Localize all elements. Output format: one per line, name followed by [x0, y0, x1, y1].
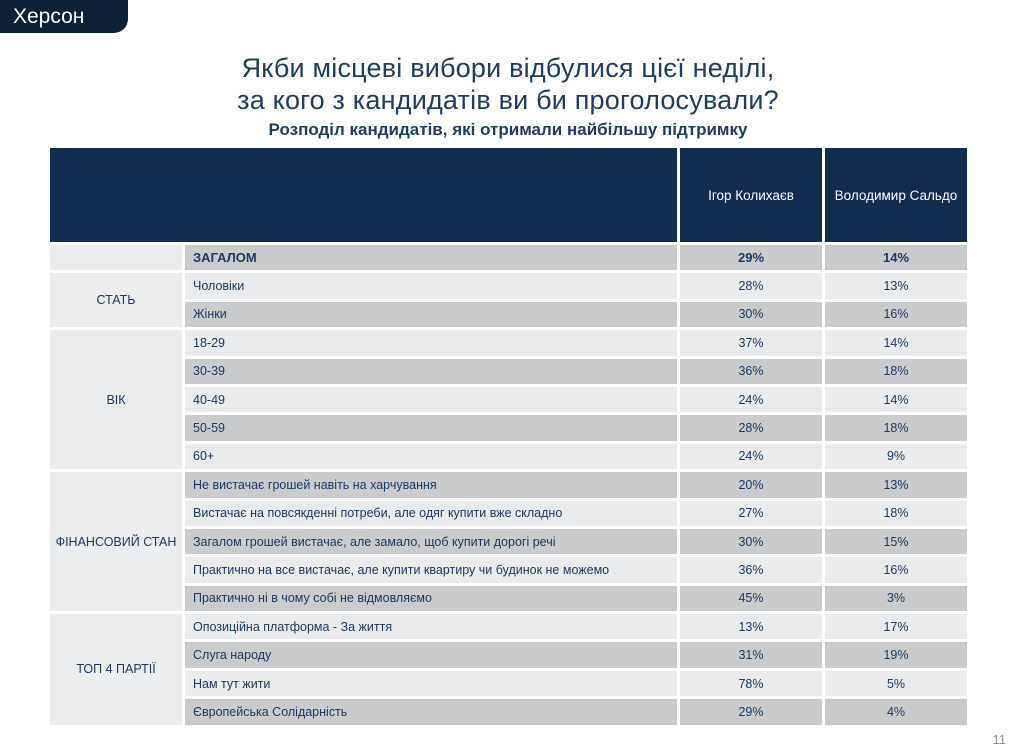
value-cell: 24% [680, 444, 822, 469]
row-label: 18-29 [185, 330, 677, 355]
slide-title-line1: Якби місцеві вибори відбулися цієї неділі, [241, 53, 775, 83]
value-cell: 14% [825, 245, 967, 270]
region-badge [0, 0, 128, 33]
slide-title [0, 52, 1016, 116]
table-row [50, 501, 967, 526]
table-row [50, 245, 967, 270]
row-label: Не вистачає грошей навіть на харчування [185, 472, 677, 497]
value-cell: 13% [825, 472, 967, 497]
value-cell: 19% [825, 642, 967, 667]
value-cell: 37% [680, 330, 822, 355]
row-label: Практично на все вистачає, але купити квартиру чи будинок не можемо [185, 557, 677, 582]
row-label: Загалом грошей вистачає, але замало, щоб купити дорогі речі [185, 529, 677, 554]
value-cell: 36% [680, 557, 822, 582]
value-cell: 16% [825, 302, 967, 327]
value-cell: 18% [825, 415, 967, 440]
table-row [50, 472, 967, 497]
value-cell: 36% [680, 359, 822, 384]
row-label: ЗАГАЛОМ [185, 245, 677, 270]
category-cell [50, 245, 182, 270]
value-cell: 29% [680, 699, 822, 724]
value-cell: 31% [680, 642, 822, 667]
table-row [50, 586, 967, 611]
header-empty-cell [50, 148, 677, 242]
value-cell: 18% [825, 501, 967, 526]
row-label: Вистачає на повсякденні потреби, але одяг купити вже складно [185, 501, 677, 526]
row-label: 50-59 [185, 415, 677, 440]
value-cell: 30% [680, 302, 822, 327]
table-row [50, 415, 967, 440]
row-label: Європейська Солідарність [185, 699, 677, 724]
row-label: Практично ні в чому собі не відмовляємо [185, 586, 677, 611]
value-cell: 17% [825, 614, 967, 639]
value-cell: 28% [680, 273, 822, 298]
value-cell: 27% [680, 501, 822, 526]
value-cell: 16% [825, 557, 967, 582]
value-cell: 15% [825, 529, 967, 554]
value-cell: 14% [825, 387, 967, 412]
value-cell: 13% [825, 273, 967, 298]
value-cell: 45% [680, 586, 822, 611]
value-cell: 29% [680, 245, 822, 270]
table-row [50, 302, 967, 327]
category-cell: ТОП 4 ПАРТІЇ [50, 614, 182, 725]
table-row [50, 529, 967, 554]
region-badge-label: Херсон [13, 4, 85, 28]
value-cell: 5% [825, 671, 967, 696]
category-cell: СТАТЬ [50, 273, 182, 327]
table-row [50, 557, 967, 582]
table-row [50, 330, 967, 355]
value-cell: 4% [825, 699, 967, 724]
table-row [50, 273, 967, 298]
category-cell: ФІНАНСОВИЙ СТАН [50, 472, 182, 611]
value-cell: 3% [825, 586, 967, 611]
value-cell: 9% [825, 444, 967, 469]
table-header-row [50, 148, 967, 242]
value-cell: 78% [680, 671, 822, 696]
table-row [50, 642, 967, 667]
table-row [50, 671, 967, 696]
slide-title-line2: за кого з кандидатів ви би проголосували? [237, 85, 779, 115]
header-candidate-2: Володимир Сальдо [825, 148, 967, 242]
header-candidate-1: Ігор Колихаєв [680, 148, 822, 242]
table-body [50, 245, 967, 725]
slide-subtitle: Розподіл кандидатів, які отримали найбільшу підтримку [268, 120, 748, 139]
row-label: 30-39 [185, 359, 677, 384]
table-row [50, 387, 967, 412]
table-row [50, 359, 967, 384]
value-cell: 13% [680, 614, 822, 639]
row-label: Жінки [185, 302, 677, 327]
value-cell: 18% [825, 359, 967, 384]
category-cell: ВІК [50, 330, 182, 469]
value-cell: 14% [825, 330, 967, 355]
row-label: Слуга народу [185, 642, 677, 667]
table-row [50, 444, 967, 469]
row-label: Опозиційна платформа - За життя [185, 614, 677, 639]
value-cell: 24% [680, 387, 822, 412]
value-cell: 30% [680, 529, 822, 554]
row-label: Чоловіки [185, 273, 677, 298]
results-table [47, 145, 970, 728]
row-label: Нам тут жити [185, 671, 677, 696]
table-row [50, 699, 967, 724]
row-label: 40-49 [185, 387, 677, 412]
page-number: 11 [992, 732, 1006, 747]
row-label: 60+ [185, 444, 677, 469]
value-cell: 28% [680, 415, 822, 440]
table-row [50, 614, 967, 639]
value-cell: 20% [680, 472, 822, 497]
